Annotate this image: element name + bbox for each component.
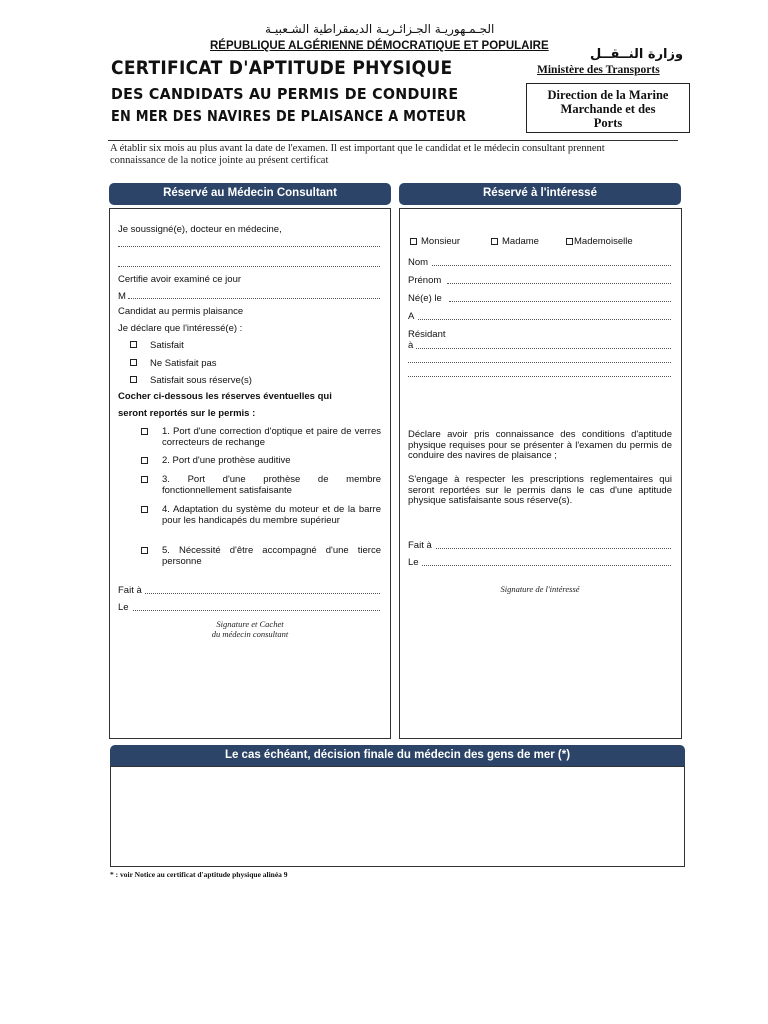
doctor-m-label: M xyxy=(118,291,126,302)
prenom-label: Prénom xyxy=(408,275,442,286)
arabic-republic-name: الجـمـهوريـة الجـزائـريـة الديمقراطية الشـعبيـة xyxy=(265,22,495,36)
doctor-candidat: Candidat au permis plaisance xyxy=(118,306,244,317)
intro-note xyxy=(110,143,690,167)
doctor-soussigne: Je soussigné(e), docteur en médecine, xyxy=(118,224,282,235)
satisfait-sous-reserve-label: Satisfait sous réserve(s) xyxy=(150,375,252,386)
candidate-declaration-1: Déclare avoir pris connaissance des conditions d'aptitude physique requises pour se présenter à l'examen du permis de conduire des navires de plaisance ; xyxy=(408,429,672,462)
candidate-date-field[interactable] xyxy=(422,565,671,566)
candidate-name-field[interactable] xyxy=(128,298,380,299)
doctor-signature-line-2: du médecin consultant xyxy=(211,629,289,639)
nom-field[interactable] xyxy=(432,265,671,266)
madame-label: Madame xyxy=(502,236,539,247)
header-divider xyxy=(108,140,678,141)
doctor-name-line[interactable] xyxy=(118,246,380,247)
footnote: * : voir Notice au certificat d'aptitude physique alinéa 9 xyxy=(110,870,288,879)
intro-line-1: A établir six mois au plus avant la date de l'examen. Il est important que le candidat et le médecin consultant prennent xyxy=(110,143,605,154)
direction-line-1: Direction de la Marine xyxy=(547,88,669,102)
doctor-signature-caption xyxy=(180,619,320,639)
republic-name: RÉPUBLIQUE ALGÉRIENNE DÉMOCRATIQUE ET POPULAIRE xyxy=(210,40,549,52)
reserve-4-checkbox[interactable] xyxy=(141,506,148,513)
doctor-date-field[interactable] xyxy=(133,610,380,611)
ne-satisfait-pas-label: Ne Satisfait pas xyxy=(150,358,217,369)
doctor-declare: Je déclare que l'intéressé(e) : xyxy=(118,323,243,334)
mademoiselle-label: Mademoiselle xyxy=(574,236,633,247)
candidate-signature-caption: Signature de l'intéressé xyxy=(500,584,580,594)
reserve-3-label: 3. Port d'une prothèse de membre fonctionnellement satisfaisante xyxy=(162,474,381,496)
candidate-fait-a-label: Fait à xyxy=(408,540,432,551)
birth-date-field[interactable] xyxy=(449,301,671,302)
direction-box xyxy=(526,83,690,133)
direction-line-2: Marchande et des xyxy=(560,102,656,116)
address-field-2[interactable] xyxy=(408,362,671,363)
title-line-1: CERTIFICAT D'APTITUDE PHYSIQUE xyxy=(111,57,453,79)
title-line-2: DES CANDIDATS AU PERMIS DE CONDUIRE xyxy=(111,85,459,103)
doctor-fait-a-label: Fait à xyxy=(118,585,142,596)
ne-satisfait-pas-checkbox[interactable] xyxy=(130,359,137,366)
birth-place-field[interactable] xyxy=(418,319,671,320)
ne-le-label: Né(e) le xyxy=(408,293,442,304)
satisfait-sous-reserve-checkbox[interactable] xyxy=(130,376,137,383)
doctor-fait-a-field[interactable] xyxy=(145,593,380,594)
arabic-ministry-name: وزارة النــقــل xyxy=(590,47,684,62)
birth-place-label: A xyxy=(408,311,415,322)
reserve-2-label: 2. Port d'une prothèse auditive xyxy=(162,455,291,466)
prenom-field[interactable] xyxy=(447,283,671,284)
candidate-le-label: Le xyxy=(408,557,419,568)
reserve-5-label: 5. Nécessité d'être accompagné d'une tierce personne xyxy=(162,545,381,567)
final-decision-panel[interactable] xyxy=(110,766,685,867)
nom-label: Nom xyxy=(408,257,429,268)
doctor-certifie: Certifie avoir examiné ce jour xyxy=(118,274,242,285)
candidate-declaration-2: S'engage à respecter les prescriptions reglementaires qui seront reportées sur le permis dans le cas d'une aptitude physique satisfaisante sous réserve(s). xyxy=(408,474,672,507)
doctor-le-label: Le xyxy=(118,602,129,613)
address-field-3[interactable] xyxy=(408,376,671,377)
cocher-instruction-line-1: Cocher ci-dessous les réserves éventuelles qui xyxy=(118,391,332,402)
cocher-instruction-line-2: seront reportés sur le permis : xyxy=(118,408,256,419)
mademoiselle-checkbox[interactable] xyxy=(566,238,573,245)
satisfait-checkbox[interactable] xyxy=(130,341,137,348)
final-decision-header: Le cas échéant, décision finale du médecin des gens de mer (*) xyxy=(110,745,685,767)
title-line-3: EN MER DES NAVIRES DE PLAISANCE A MOTEUR xyxy=(111,107,467,125)
reserve-5-checkbox[interactable] xyxy=(141,547,148,554)
address-field-1[interactable] xyxy=(416,348,671,349)
candidate-fait-a-field[interactable] xyxy=(436,548,671,549)
doctor-section-header: Réservé au Médecin Consultant xyxy=(109,183,391,205)
monsieur-label: Monsieur xyxy=(421,236,461,247)
reserve-4-label: 4. Adaptation du système du moteur et de la barre pour les handicapés du membre supérieur xyxy=(162,504,381,526)
ministry-name: Ministère des Transports xyxy=(537,64,660,76)
candidate-section-header: Réservé à l'intéressé xyxy=(399,183,681,205)
reserve-1-label: 1. Port d'une correction d'optique et paire de verres correcteurs de rechange xyxy=(162,426,381,448)
intro-line-2: connaissance de la notice jointe au présent certificat xyxy=(110,155,329,166)
doctor-signature-line-1: Signature et Cachet xyxy=(216,619,284,629)
doctor-name-line-2[interactable] xyxy=(118,266,380,267)
satisfait-label: Satisfait xyxy=(150,340,184,351)
madame-checkbox[interactable] xyxy=(491,238,498,245)
monsieur-checkbox[interactable] xyxy=(410,238,417,245)
reserve-2-checkbox[interactable] xyxy=(141,457,148,464)
direction-line-3: Ports xyxy=(593,116,623,130)
residant-label: Résidant xyxy=(408,329,446,340)
reserve-3-checkbox[interactable] xyxy=(141,476,148,483)
residant-a-label: à xyxy=(408,340,414,351)
reserve-1-checkbox[interactable] xyxy=(141,428,148,435)
